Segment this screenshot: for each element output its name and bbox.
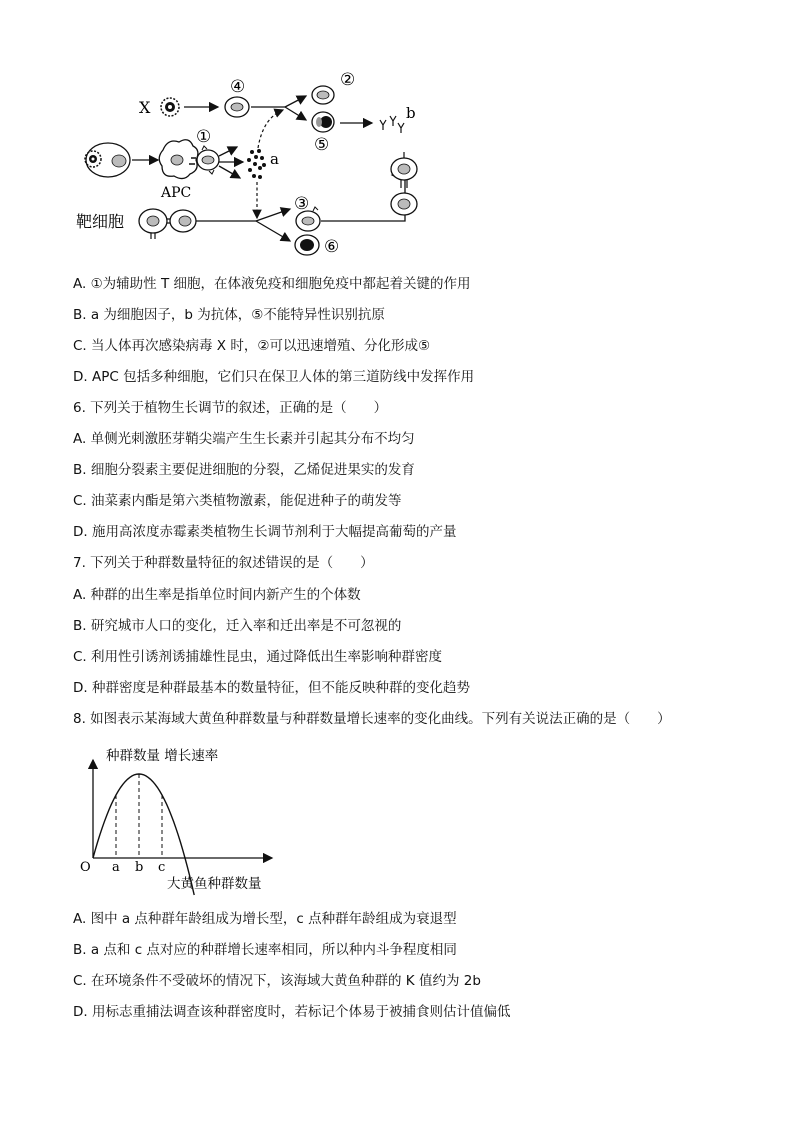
tick-label-a: a bbox=[112, 860, 120, 875]
q7-option-b: B. 研究城市人口的变化，迁入率和迁出率是不可忽视的 bbox=[73, 618, 402, 634]
label-5: ⑤ bbox=[314, 135, 330, 155]
q5-option-a: A. ①为辅助性 T 细胞，在体液免疫和细胞免疫中都起着关键的作用 bbox=[73, 276, 471, 292]
antibody-icons bbox=[380, 116, 404, 133]
q6-option-c: C. 油菜素内酯是第六类植物激素，能促进种子的萌发等 bbox=[73, 493, 402, 509]
label-b: b bbox=[406, 104, 416, 122]
label-a: a bbox=[270, 150, 279, 168]
cell-1 bbox=[197, 146, 219, 174]
q6-stem: 6. 下列关于植物生长调节的叙述，正确的是（ ） bbox=[73, 400, 388, 416]
apc-cell bbox=[159, 140, 198, 179]
q6-option-b: B. 细胞分裂素主要促进细胞的分裂，乙烯促进果实的发育 bbox=[73, 462, 415, 478]
cell-4 bbox=[225, 97, 249, 117]
virus-x-label: X bbox=[139, 98, 151, 117]
tick-label-b: b bbox=[135, 860, 144, 875]
tick-label-c: c bbox=[158, 860, 166, 875]
q7-option-c: C. 利用性引诱剂诱捕雄性昆虫，通过降低出生率影响种群密度 bbox=[73, 649, 443, 665]
q8-option-c: C. 在环境条件不受破坏的情况下，该海域大黄鱼种群的 K 值约为 2b bbox=[73, 973, 481, 989]
label-1: ① bbox=[196, 127, 212, 147]
q8-option-b: B. a 点和 c 点对应的种群增长速率相同，所以种内斗争程度相同 bbox=[73, 942, 457, 958]
q5-option-d: D. APC 包括多种细胞，它们只在保卫人体的第三道防线中发挥作用 bbox=[73, 369, 475, 385]
virus-x-icon bbox=[161, 98, 179, 116]
cell-2 bbox=[312, 86, 334, 104]
target-cell bbox=[139, 209, 196, 239]
label-6: ⑥ bbox=[324, 237, 340, 257]
chart-ylabel: 种群数量 增长速率 bbox=[106, 748, 219, 764]
q6-option-a: A. 单侧光刺激胚芽鞘尖端产生生长素并引起其分布不均匀 bbox=[73, 431, 415, 447]
infected-cell bbox=[85, 143, 130, 177]
target-cell-label: 靶细胞 bbox=[76, 212, 125, 231]
apc-label: APC bbox=[161, 185, 192, 201]
immune-diagram bbox=[0, 0, 794, 265]
label-2: ② bbox=[340, 70, 356, 90]
chart-origin: O bbox=[80, 860, 91, 875]
cell-5 bbox=[312, 112, 334, 132]
cytokine-dots bbox=[247, 149, 266, 179]
cytotoxic-t-target-pair bbox=[391, 152, 417, 215]
cell-6 bbox=[295, 235, 319, 255]
label-4: ④ bbox=[230, 77, 246, 97]
q5-option-c: C. 当人体再次感染病毒 X 时，②可以迅速增殖、分化形成⑤ bbox=[73, 338, 431, 354]
label-3: ③ bbox=[294, 194, 310, 214]
q7-stem: 7. 下列关于种群数量特征的叙述错误的是（ ） bbox=[73, 555, 374, 571]
population-chart bbox=[0, 738, 794, 898]
q7-option-a: A. 种群的出生率是指单位时间内新产生的个体数 bbox=[73, 587, 361, 603]
q6-option-d: D. 施用高浓度赤霉素类植物生长调节剂利于大幅提高葡萄的产量 bbox=[73, 524, 457, 540]
chart-xlabel: 大黄鱼种群数量 bbox=[167, 876, 262, 892]
q7-option-d: D. 种群密度是种群最基本的数量特征，但不能反映种群的变化趋势 bbox=[73, 680, 470, 696]
q5-option-b: B. a 为细胞因子，b 为抗体，⑤不能特异性识别抗原 bbox=[73, 307, 385, 323]
q8-option-d: D. 用标志重捕法调查该种群密度时，若标记个体易于被捕食则估计值偏低 bbox=[73, 1004, 511, 1020]
q8-option-a: A. 图中 a 点种群年龄组成为增长型，c 点种群年龄组成为衰退型 bbox=[73, 911, 457, 927]
q8-stem: 8. 如图表示某海域大黄鱼种群数量与种群数量增长速率的变化曲线。下列有关说法正确的是（ ） bbox=[73, 711, 671, 727]
